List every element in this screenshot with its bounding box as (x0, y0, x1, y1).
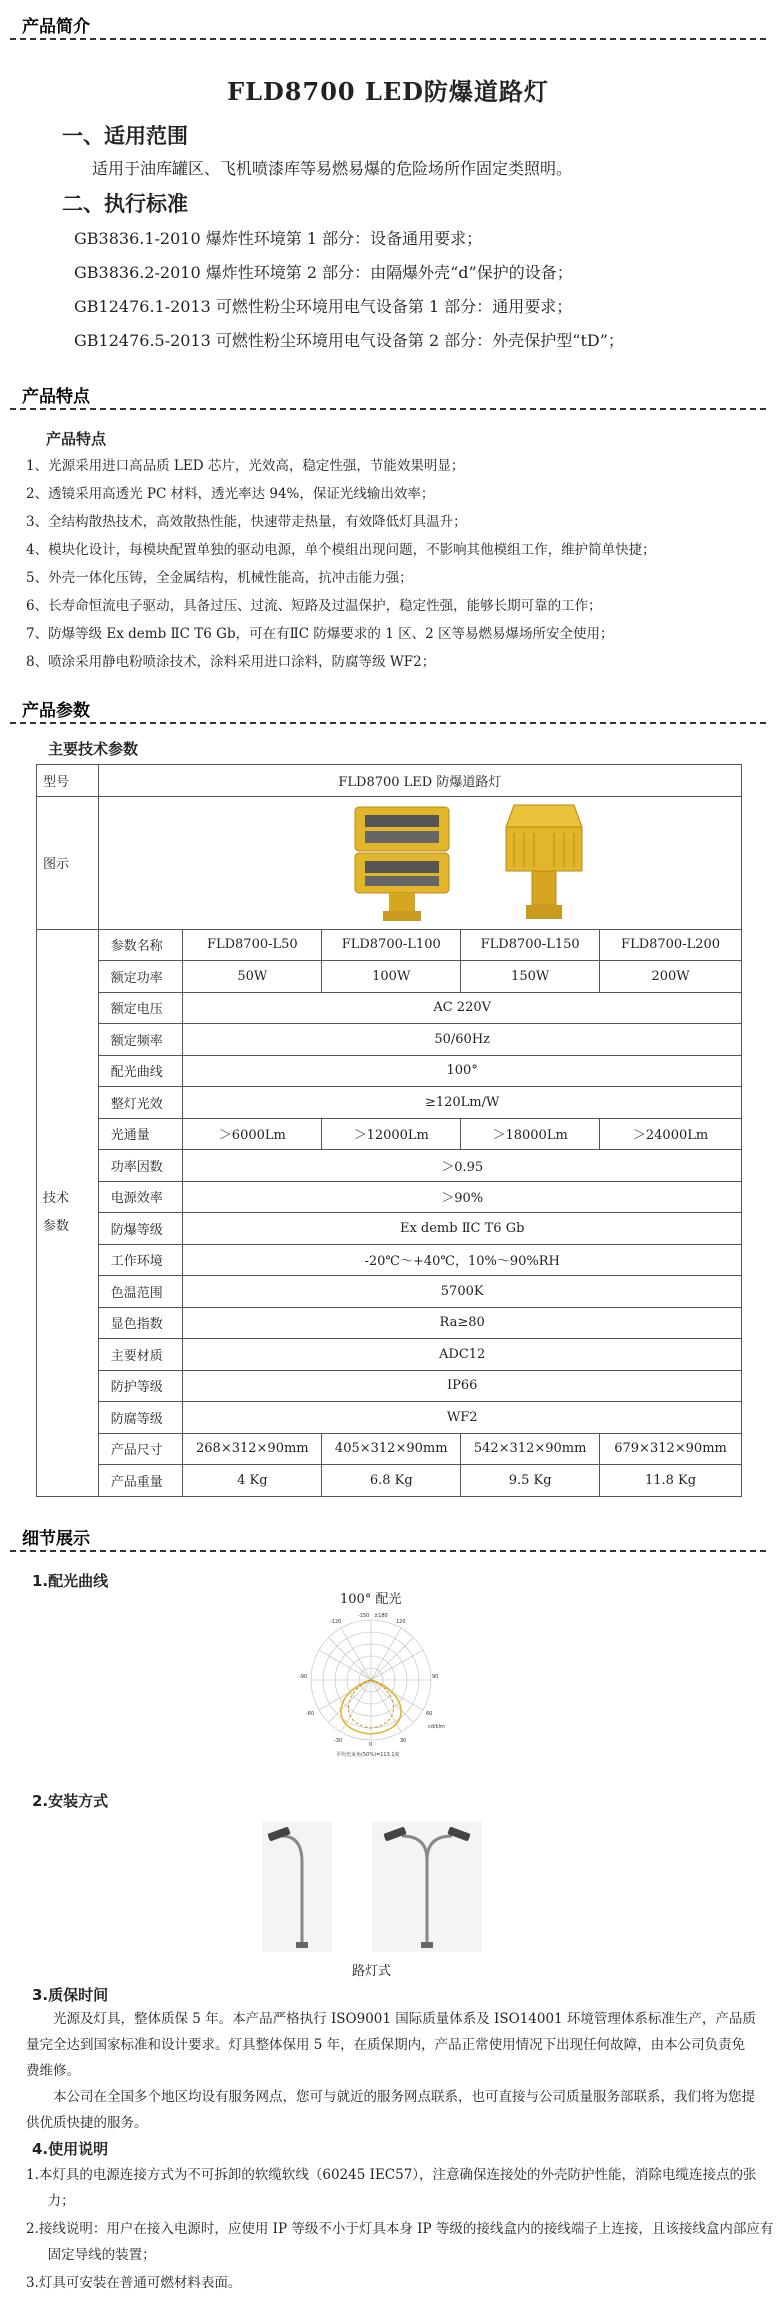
param-value: -20℃～+40℃，10%～90%RH (183, 1244, 742, 1276)
pole-lamp-single (262, 1822, 332, 1952)
section-header-params (10, 688, 766, 724)
table-row (37, 1402, 742, 1434)
polar-tick-label: -120 (330, 1619, 342, 1625)
polar-tick-label: -60 (306, 1711, 315, 1717)
table-row (37, 1465, 742, 1497)
param-name: 产品重量 (98, 1465, 183, 1497)
param-value: 679×312×90mm (600, 1433, 742, 1465)
param-value: AC 220V (183, 992, 742, 1024)
table-row (37, 992, 742, 1024)
polar-tick-label: -150 (358, 1613, 370, 1619)
section-divider (10, 1550, 766, 1552)
param-value: ＞18000Lm (461, 1118, 600, 1150)
param-value: 405×312×90mm (322, 1433, 461, 1465)
param-value: WF2 (183, 1402, 742, 1434)
param-value: ＞6000Lm (183, 1118, 322, 1150)
usage-item: 2.接线说明：用户在接入电源时，应使用 IP 等级不小于灯具本身 IP 等级的接线盒内的接线端子上连接，且该接线盒内部应有固定导线的装置； (26, 2221, 774, 2263)
feature-item: 6、长寿命恒流电子驱动，具备过压、过流、短路及过温保护，稳定性强，能够长期可靠的工作； (26, 598, 602, 614)
param-name: 额定电压 (98, 992, 183, 1024)
scope-text: 适用于油库罐区、飞机喷漆库等易燃易爆的危险场所作固定类照明。 (92, 159, 573, 178)
param-name: 额定频率 (98, 1024, 183, 1056)
model-col: FLD8700-L150 (461, 929, 600, 961)
lamp-image-double (347, 801, 457, 925)
lamp-image-single (494, 801, 594, 925)
model-col: FLD8700-L50 (183, 929, 322, 961)
spec-table (36, 764, 742, 1497)
table-row (37, 1433, 742, 1465)
usage-item: 3.灯具可安装在普通可燃材料表面。 (26, 2275, 242, 2291)
model-col: FLD8700-L200 (600, 929, 742, 961)
warranty-service-text: 本公司在全国多个地区均设有服务网点，您可与就近的服务网点联系，也可直接与公司质量服务部联系，我们将为您提供优质快捷的服务。 (26, 2089, 755, 2131)
table-row (37, 1150, 742, 1182)
section-header-details (10, 1516, 766, 1552)
param-name: 色温范围 (98, 1276, 183, 1308)
param-value: 50/60Hz (183, 1024, 742, 1056)
param-name: 显色指数 (98, 1307, 183, 1339)
features-list (26, 452, 766, 676)
table-row (37, 1213, 742, 1245)
param-name: 防腐等级 (98, 1402, 183, 1434)
param-name: 参数名称 (98, 929, 183, 961)
param-value: 100W (322, 961, 461, 993)
installation-heading: 2.安装方式 (32, 1792, 109, 1810)
table-row (37, 1307, 742, 1339)
param-name: 防爆等级 (98, 1213, 183, 1245)
section-title: 产品参数 (22, 701, 90, 721)
section-header-intro (10, 4, 766, 40)
table-row (37, 1276, 742, 1308)
param-value: 542×312×90mm (461, 1433, 600, 1465)
param-value: ＞12000Lm (322, 1118, 461, 1150)
image-label: 图示 (37, 796, 99, 929)
product-title: FLD8700 LED防爆道路灯 (227, 77, 549, 106)
section-title: 产品特点 (22, 387, 90, 407)
polar-tick-label: ±180 (374, 1613, 388, 1619)
param-value: Ra≥80 (183, 1307, 742, 1339)
polar-tick-label: 60 (426, 1711, 433, 1717)
warranty-text: 光源及灯具，整体质保 5 年。本产品严格执行 ISO9001 国际质量体系及 ISO14001 环境管理体系标准生产，产品质量完全达到国家标准和设计要求。灯具整体保用 5 年，在质保期内，产品正常使用情况下出现任何故障，由本公司负责免费维修。 (26, 2011, 756, 2079)
section-title: 细节展示 (22, 1529, 90, 1549)
param-name: 产品尺寸 (98, 1433, 183, 1465)
model-label: 型号 (37, 765, 99, 797)
param-name: 工作环境 (98, 1244, 183, 1276)
param-name: 整灯光效 (98, 1087, 183, 1119)
table-row (37, 1055, 742, 1087)
pole-lamp-double (372, 1822, 482, 1952)
param-value: 11.8 Kg (600, 1465, 742, 1497)
params-subtitle: 主要技术参数 (48, 740, 139, 758)
polar-legend: cd/klm (428, 1724, 445, 1730)
polar-tick-label: 30 (400, 1738, 407, 1744)
installation-caption: 路灯式 (352, 1964, 392, 1979)
param-value: 6.8 Kg (322, 1465, 461, 1497)
tech-label-line: 技术 (43, 1190, 70, 1206)
usage-item: 1.本灯具的电源连接方式为不可拆卸的软缆软线（60245 IEC57），注意确保连接处的外壳防护性能，消除电缆连接点的张力； (26, 2167, 757, 2209)
standard-item: GB12476.1-2013 可燃性粉尘环境用电气设备第 1 部分：通用要求； (74, 297, 573, 316)
param-value: ADC12 (183, 1339, 742, 1371)
section-title: 产品简介 (22, 17, 90, 37)
table-row (37, 1118, 742, 1150)
section-header-features (10, 374, 766, 410)
param-value: Ex demb ⅡC T6 Gb (183, 1213, 742, 1245)
product-images (98, 796, 741, 929)
feature-item: 5、外壳一体化压铸，全金属结构，机械性能高，抗冲击能力强； (26, 570, 413, 586)
param-value: 100° (183, 1055, 742, 1087)
table-row (37, 1024, 742, 1056)
polar-tick-label: 90 (432, 1674, 439, 1680)
param-value: ≥120Lm/W (183, 1087, 742, 1119)
light-distribution-caption: 100° 配光 (340, 1592, 402, 1607)
table-row (37, 1339, 742, 1371)
feature-item: 7、防爆等级 Ex demb ⅡC T6 Gb，可在有ⅡC 防爆要求的 1 区、2 区等易燃易爆场所安全使用； (26, 626, 614, 642)
scope-heading: 一、适用范围 (62, 124, 188, 148)
param-name: 光通量 (98, 1118, 183, 1150)
tech-params-label (37, 929, 99, 1496)
standards-heading: 二、执行标准 (62, 192, 188, 216)
param-value: 200W (600, 961, 742, 993)
polar-tick-label: 0 (369, 1742, 373, 1748)
param-value: 9.5 Kg (461, 1465, 600, 1497)
table-row (37, 929, 742, 961)
table-row (37, 1244, 742, 1276)
param-value: 5700K (183, 1276, 742, 1308)
section-divider (10, 722, 766, 724)
param-value: 4 Kg (183, 1465, 322, 1497)
polar-tick-label: -90 (299, 1674, 308, 1680)
feature-item: 3、全结构散热技术，高效散热性能，快速带走热量，有效降低灯具温升； (26, 514, 467, 530)
param-value: 150W (461, 961, 600, 993)
polar-distribution-chart (296, 1610, 466, 1760)
table-row (37, 765, 742, 797)
section-divider (10, 408, 766, 410)
standard-item: GB3836.1-2010 爆炸性环境第 1 部分：设备通用要求； (74, 229, 483, 248)
table-row (37, 961, 742, 993)
usage-heading: 4.使用说明 (32, 2140, 109, 2158)
param-name: 配光曲线 (98, 1055, 183, 1087)
param-name: 主要材质 (98, 1339, 183, 1371)
feature-item: 1、光源采用进口高品质 LED 芯片，光效高，稳定性强，节能效果明显； (26, 458, 465, 474)
param-value: 268×312×90mm (183, 1433, 322, 1465)
param-name: 功率因数 (98, 1150, 183, 1182)
model-col: FLD8700-L100 (322, 929, 461, 961)
table-row (37, 796, 742, 929)
table-row (37, 1370, 742, 1402)
standard-item: GB3836.2-2010 爆炸性环境第 2 部分：由隔爆外壳“d”保护的设备； (74, 263, 573, 282)
standard-item: GB12476.5-2013 可燃性粉尘环境用电气设备第 2 部分：外壳保护型“tD”； (74, 331, 624, 350)
param-name: 电源效率 (98, 1181, 183, 1213)
param-name: 额定功率 (98, 961, 183, 993)
param-value: ＞0.95 (183, 1150, 742, 1182)
feature-item: 2、透镜采用高透光 PC 材料，透光率达 94%，保证光线输出效率； (26, 486, 435, 502)
param-value: 50W (183, 961, 322, 993)
warranty-heading: 3.质保时间 (32, 1986, 109, 2004)
tech-label-line: 参数 (43, 1218, 70, 1234)
param-value: ＞90% (183, 1181, 742, 1213)
feature-item: 4、模块化设计，每模块配置单独的驱动电源，单个模组出现问题，不影响其他模组工作，维护简单快捷； (26, 542, 656, 558)
section-divider (10, 38, 766, 40)
param-value: IP66 (183, 1370, 742, 1402)
light-distribution-heading: 1.配光曲线 (32, 1572, 109, 1590)
param-value: ＞24000Lm (600, 1118, 742, 1150)
table-row (37, 1181, 742, 1213)
feature-item: 8、喷涂采用静电粉喷涂技术，涂料采用进口涂料，防腐等级 WF2； (26, 654, 436, 670)
polar-tick-label: -30 (334, 1738, 343, 1744)
features-subtitle: 产品特点 (46, 430, 107, 448)
polar-tick-label: 120 (396, 1619, 406, 1625)
model-value: FLD8700 LED 防爆道路灯 (98, 765, 741, 797)
table-row (37, 1087, 742, 1119)
param-name: 防护等级 (98, 1370, 183, 1402)
polar-caption: 平均光束角(50%)=113.1度 (336, 1752, 400, 1758)
